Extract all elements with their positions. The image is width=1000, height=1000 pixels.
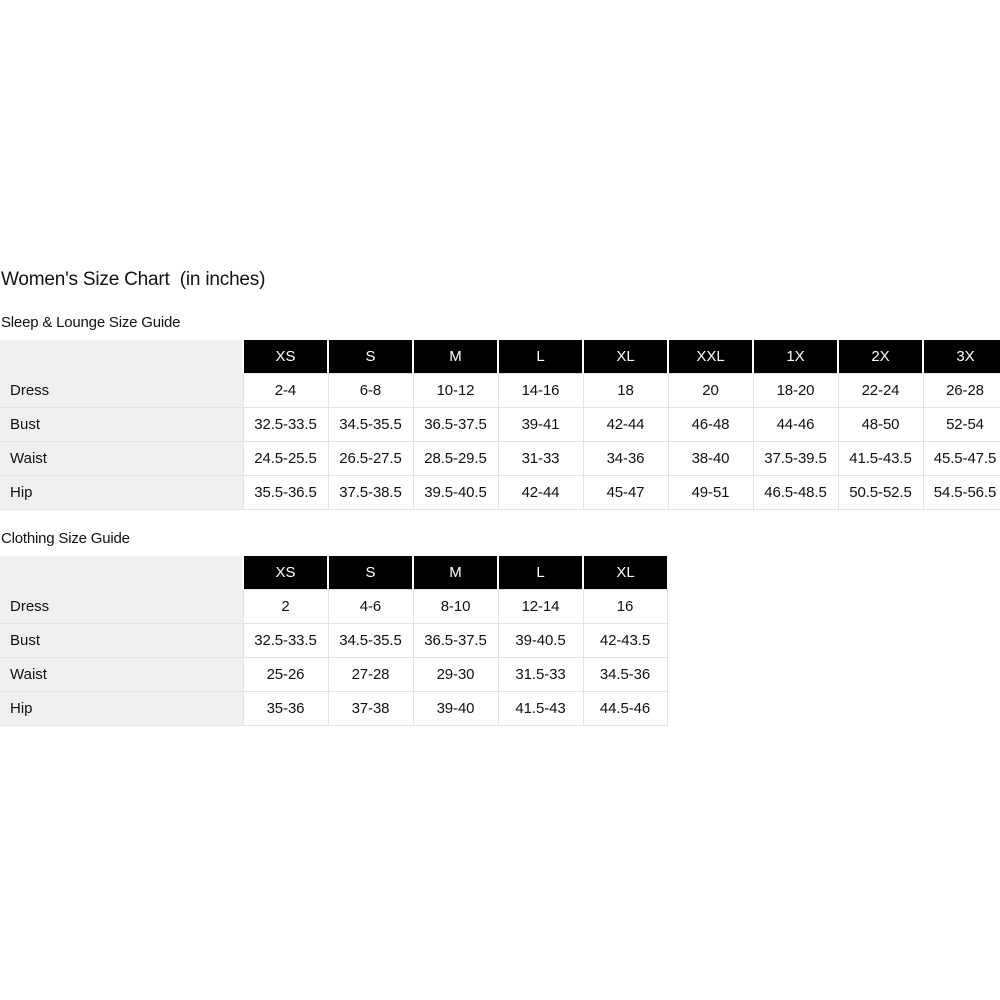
table-cell: 39-41 bbox=[498, 408, 583, 442]
table-cell: 39-40 bbox=[413, 692, 498, 726]
table-cell: 48-50 bbox=[838, 408, 923, 442]
table-row bbox=[0, 658, 667, 692]
table-cell: 36.5-37.5 bbox=[413, 624, 498, 658]
table-cell: 54.5-56.5 bbox=[923, 476, 1000, 510]
row-label-bust: Bust bbox=[0, 624, 243, 658]
size-header-m: M bbox=[413, 556, 498, 590]
table-cell: 4-6 bbox=[328, 590, 413, 624]
size-header-s: S bbox=[328, 340, 413, 374]
table-cell: 49-51 bbox=[668, 476, 753, 510]
table-cell: 39.5-40.5 bbox=[413, 476, 498, 510]
table-cell: 36.5-37.5 bbox=[413, 408, 498, 442]
row-label-bust: Bust bbox=[0, 408, 243, 442]
table-cell: 6-8 bbox=[328, 374, 413, 408]
table-row bbox=[0, 476, 1000, 510]
row-label-hip: Hip bbox=[0, 476, 243, 510]
table-cell: 45-47 bbox=[583, 476, 668, 510]
table-cell: 18-20 bbox=[753, 374, 838, 408]
table-row bbox=[0, 624, 667, 658]
table-cell: 8-10 bbox=[413, 590, 498, 624]
table-cell: 38-40 bbox=[668, 442, 753, 476]
table-cell: 26.5-27.5 bbox=[328, 442, 413, 476]
table-cell: 42-43.5 bbox=[583, 624, 667, 658]
table-cell: 42-44 bbox=[498, 476, 583, 510]
size-header-s: S bbox=[328, 556, 413, 590]
table-cell: 46-48 bbox=[668, 408, 753, 442]
row-label-dress: Dress bbox=[0, 590, 243, 624]
table-row bbox=[0, 374, 1000, 408]
table-row bbox=[0, 590, 667, 624]
table-cell: 37-38 bbox=[328, 692, 413, 726]
size-header-xs: XS bbox=[243, 556, 328, 590]
size-header-1x: 1X bbox=[753, 340, 838, 374]
clothing-section-title: Clothing Size Guide bbox=[1, 530, 130, 547]
row-label-hip: Hip bbox=[0, 692, 243, 726]
table-cell: 39-40.5 bbox=[498, 624, 583, 658]
table-cell: 46.5-48.5 bbox=[753, 476, 838, 510]
table-cell: 27-28 bbox=[328, 658, 413, 692]
table-cell: 35.5-36.5 bbox=[243, 476, 328, 510]
table-corner bbox=[0, 556, 243, 590]
page-title: Women's Size Chart (in inches) bbox=[1, 269, 266, 290]
size-header-2x: 2X bbox=[838, 340, 923, 374]
size-header-3x: 3X bbox=[923, 340, 1000, 374]
table-row bbox=[0, 442, 1000, 476]
table-cell: 2-4 bbox=[243, 374, 328, 408]
table-row bbox=[0, 692, 667, 726]
table-cell: 37.5-38.5 bbox=[328, 476, 413, 510]
table-cell: 32.5-33.5 bbox=[243, 624, 328, 658]
row-label-waist: Waist bbox=[0, 442, 243, 476]
table-cell: 24.5-25.5 bbox=[243, 442, 328, 476]
table-cell: 45.5-47.5 bbox=[923, 442, 1000, 476]
clothing-size-table bbox=[0, 556, 668, 726]
table-cell: 22-24 bbox=[838, 374, 923, 408]
table-cell: 50.5-52.5 bbox=[838, 476, 923, 510]
size-header-xxl: XXL bbox=[668, 340, 753, 374]
table-cell: 31.5-33 bbox=[498, 658, 583, 692]
table-cell: 41.5-43.5 bbox=[838, 442, 923, 476]
table-cell: 35-36 bbox=[243, 692, 328, 726]
table-cell: 34.5-36 bbox=[583, 658, 667, 692]
table-cell: 44.5-46 bbox=[583, 692, 667, 726]
table-cell: 44-46 bbox=[753, 408, 838, 442]
table-cell: 25-26 bbox=[243, 658, 328, 692]
row-label-dress: Dress bbox=[0, 374, 243, 408]
table-cell: 41.5-43 bbox=[498, 692, 583, 726]
table-row bbox=[0, 408, 1000, 442]
table-cell: 20 bbox=[668, 374, 753, 408]
table-cell: 32.5-33.5 bbox=[243, 408, 328, 442]
size-header-l: L bbox=[498, 340, 583, 374]
size-header-row bbox=[0, 340, 1000, 374]
table-cell: 34.5-35.5 bbox=[328, 624, 413, 658]
size-header-m: M bbox=[413, 340, 498, 374]
sleep-lounge-size-table bbox=[0, 340, 1000, 510]
row-label-waist: Waist bbox=[0, 658, 243, 692]
table-cell: 34-36 bbox=[583, 442, 668, 476]
table-cell: 42-44 bbox=[583, 408, 668, 442]
table-corner bbox=[0, 340, 243, 374]
sleep-lounge-section-title: Sleep & Lounge Size Guide bbox=[1, 314, 181, 331]
table-cell: 34.5-35.5 bbox=[328, 408, 413, 442]
table-cell: 29-30 bbox=[413, 658, 498, 692]
table-cell: 2 bbox=[243, 590, 328, 624]
table-cell: 10-12 bbox=[413, 374, 498, 408]
size-header-l: L bbox=[498, 556, 583, 590]
table-cell: 37.5-39.5 bbox=[753, 442, 838, 476]
table-cell: 12-14 bbox=[498, 590, 583, 624]
size-header-xl: XL bbox=[583, 340, 668, 374]
table-cell: 14-16 bbox=[498, 374, 583, 408]
size-header-row bbox=[0, 556, 667, 590]
table-cell: 18 bbox=[583, 374, 668, 408]
size-header-xs: XS bbox=[243, 340, 328, 374]
table-cell: 28.5-29.5 bbox=[413, 442, 498, 476]
table-cell: 31-33 bbox=[498, 442, 583, 476]
table-cell: 26-28 bbox=[923, 374, 1000, 408]
table-cell: 52-54 bbox=[923, 408, 1000, 442]
table-cell: 16 bbox=[583, 590, 667, 624]
size-header-xl: XL bbox=[583, 556, 667, 590]
